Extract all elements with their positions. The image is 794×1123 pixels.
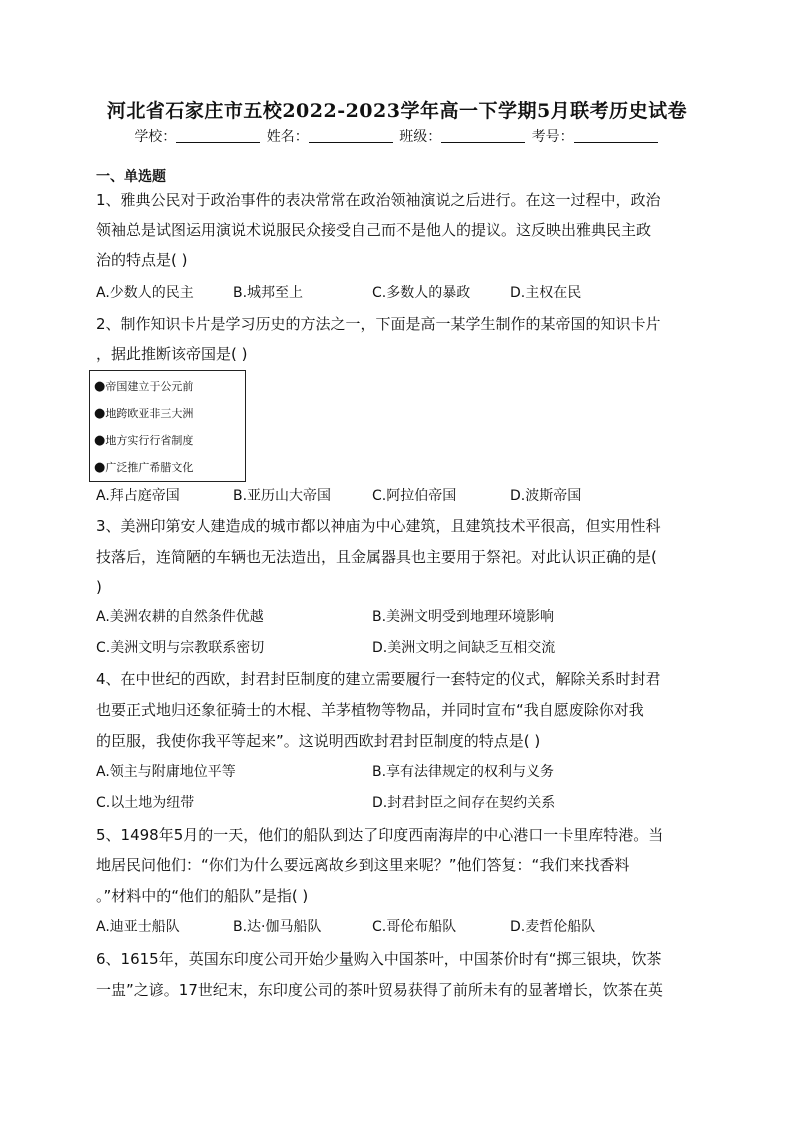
- name-blank[interactable]: [309, 128, 393, 143]
- question-2-option-c[interactable]: C.阿拉伯帝国: [372, 488, 457, 504]
- name-label: 姓名：: [266, 129, 309, 145]
- question-6-line-2: 一盅”之谚。17世纪末，东印度公司的茶叶贸易获得了前所未有的显著增长，饮茶在英: [96, 981, 663, 999]
- school-blank[interactable]: [176, 128, 260, 143]
- question-1-option-d[interactable]: D.主权在民: [510, 285, 582, 301]
- bullet-icon: ●: [94, 406, 106, 421]
- bullet-icon: ●: [94, 433, 106, 448]
- bullet-icon: ●: [94, 460, 106, 475]
- question-3-option-a[interactable]: A.美洲农耕的自然条件优越: [96, 609, 264, 625]
- question-1-line-3: 治的特点是( ): [96, 251, 188, 269]
- question-2-line-2: ，据此推断该帝国是( ): [96, 345, 248, 363]
- question-2-option-b[interactable]: B.亚历山大帝国: [233, 488, 332, 504]
- question-3-line-1: 3、美洲印第安人建造成的城市都以神庙为中心建筑，且建筑技术平很高，但实用性科: [96, 517, 661, 535]
- question-4-option-c[interactable]: C.以土地为纽带: [96, 795, 195, 811]
- question-5-line-1: 5、1498年5月的一天，他们的船队到达了印度西南海岸的中心港口一卡里库特港。当: [96, 826, 664, 844]
- exam-title: 河北省石家庄市五校2022-2023学年高一下学期5月联考历史试卷: [106, 100, 688, 122]
- question-1-line-2: 领袖总是试图运用演说术说服民众接受自己而不是他人的提议。这反映出雅典民主政: [96, 221, 652, 239]
- question-4-option-a[interactable]: A.领主与附庸地位平等: [96, 764, 236, 780]
- question-3-line-3: ): [96, 578, 102, 596]
- card-item: ●地跨欧亚非三大洲: [94, 406, 194, 421]
- question-4-line-3: 的臣服，我使你我平等起来”。这说明西欧封君封臣制度的特点是( ): [96, 732, 541, 750]
- card-item: ●帝国建立于公元前: [94, 379, 194, 394]
- card-item: ●地方实行行省制度: [94, 433, 194, 448]
- question-5-line-3: 。”材料中的“他们的船队”是指( ): [96, 887, 309, 905]
- question-1-option-a[interactable]: A.少数人的民主: [96, 285, 194, 301]
- knowledge-card: [89, 370, 246, 482]
- question-3-option-c[interactable]: C.美洲文明与宗教联系密切: [96, 640, 265, 656]
- question-5-option-a[interactable]: A.迪亚士船队: [96, 919, 180, 935]
- class-label: 班级：: [399, 129, 442, 145]
- question-1-line-1: 1、雅典公民对于政治事件的表决常常在政治领袖演说之后进行。在这一过程中，政治: [96, 191, 661, 209]
- section-title: 一、单选题: [96, 169, 166, 185]
- question-5-line-2: 地居民问他们：“你们为什么要远离故乡到这里来呢？”他们答复：“我们来找香料: [96, 856, 630, 874]
- question-4-option-d[interactable]: D.封君封臣之间存在契约关系: [372, 795, 556, 811]
- question-4-option-b[interactable]: B.享有法律规定的权利与义务: [372, 764, 555, 780]
- question-3-line-2: 技落后，连简陋的车辆也无法造出，且金属器具也主要用于祭祀。对此认识正确的是(: [96, 548, 657, 566]
- question-1-option-c[interactable]: C.多数人的暴政: [372, 285, 471, 301]
- question-6-line-1: 6、1615年，英国东印度公司开始少量购入中国茶叶，中国茶价时有“掷三银块，饮茶: [96, 950, 662, 968]
- student-info-row: [0, 126, 794, 146]
- question-5-option-d[interactable]: D.麦哲伦船队: [510, 919, 596, 935]
- card-item: ●广泛推广希腊文化: [94, 460, 194, 475]
- question-5-option-c[interactable]: C.哥伦布船队: [372, 919, 457, 935]
- question-4-line-2: 也要正式地归还象征骑士的木棍、羊茅植物等物品，并同时宣布“我自愿废除你对我: [96, 701, 644, 719]
- question-5-option-b[interactable]: B.达·伽马船队: [233, 919, 322, 935]
- exam-no-blank[interactable]: [574, 128, 658, 143]
- class-blank[interactable]: [441, 128, 525, 143]
- bullet-icon: ●: [94, 379, 106, 394]
- question-3-option-b[interactable]: B.美洲文明受到地理环境影响: [372, 609, 555, 625]
- school-label: 学校：: [134, 129, 177, 145]
- exam-no-label: 考号：: [531, 129, 574, 145]
- question-3-option-d[interactable]: D.美洲文明之间缺乏互相交流: [372, 640, 556, 656]
- question-4-line-1: 4、在中世纪的西欧，封君封臣制度的建立需要履行一套特定的仪式，解除关系时封君: [96, 670, 661, 688]
- question-2-option-a[interactable]: A.拜占庭帝国: [96, 488, 180, 504]
- question-2-line-1: 2、制作知识卡片是学习历史的方法之一，下面是高一某学生制作的某帝国的知识卡片: [96, 315, 661, 333]
- question-1-option-b[interactable]: B.城邦至上: [233, 285, 304, 301]
- question-2-option-d[interactable]: D.波斯帝国: [510, 488, 582, 504]
